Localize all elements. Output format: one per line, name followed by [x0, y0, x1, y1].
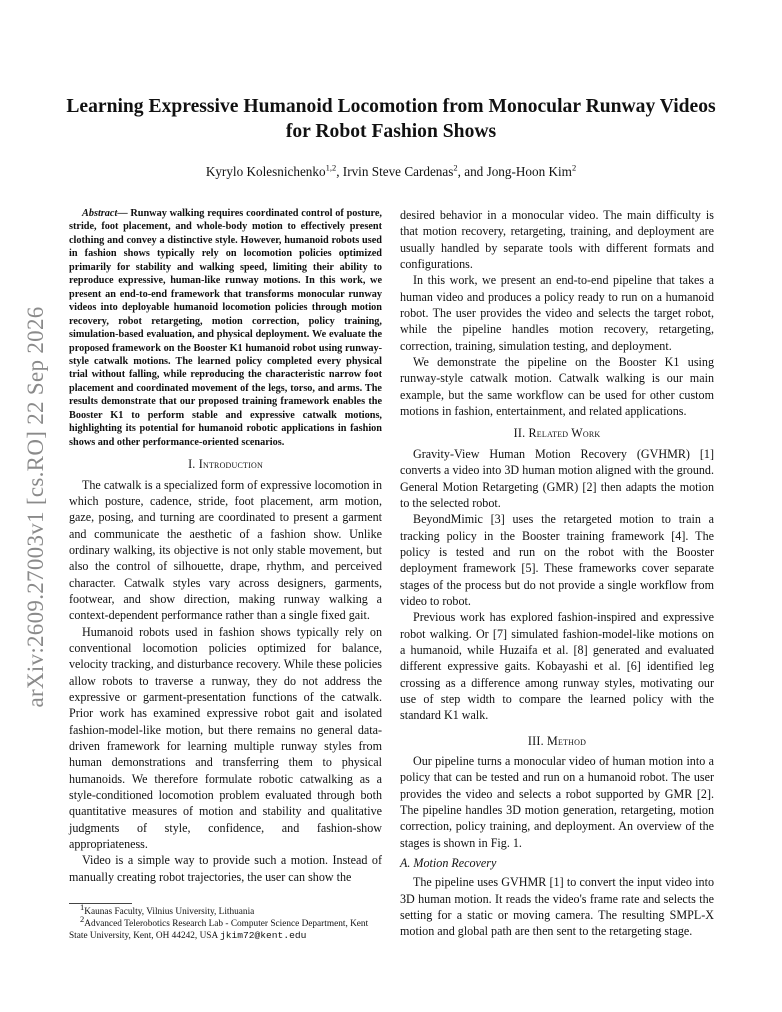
- paragraph: Our pipeline turns a monocular video of human motion into a policy that can be tested and run on a humanoid robot. The user provides the video and selects a robot supported by GMR [2]. The pipeline handles 3D motion generation, retargeting, motion correction, policy training, and deployment. An overview of the stages is shown in Fig. 1.: [400, 754, 714, 850]
- footnote-2-mark: 2: [80, 913, 85, 924]
- footnote-1-text: Kaunas Faculty, Vilnius University, Lithuania: [84, 907, 255, 918]
- author-separator: ,: [336, 164, 343, 179]
- paragraph: BeyondMimic [3] uses the retargeted motion to train a tracking policy in the Booster training framework [4]. The policy is tested and run on the robot with the Booster deployment framework [5]. These frameworks cover separate stages of the process but do not provide a single workflow from video to robot.: [400, 512, 714, 608]
- section-heading-method: III. Method: [527, 733, 587, 748]
- footnotes: [69, 902, 382, 943]
- paragraph: The pipeline uses GVHMR [1] to convert the input video into 3D human motion. It reads the video's frame rate and selects the setting for a static or moving camera. The resulting SMPL-X motion and global path are then sent to the retargeting stage.: [400, 875, 714, 939]
- author-list: [60, 164, 722, 180]
- section-heading-related-work: II. Related Work: [513, 426, 601, 441]
- footnote-1-mark: 1: [80, 902, 85, 912]
- paragraph: desired behavior in a monocular video. The main difficulty is that motion recovery, retargeting, training, and deployment are usually handled by separate tools with different formats and configurations.: [400, 208, 714, 272]
- author-2-affiliation: 2: [453, 162, 458, 173]
- paragraph: Video is a simple way to provide such a motion. Instead of manually creating robot trajectories, the user can show the: [69, 853, 382, 884]
- arxiv-identifier-text: arXiv:2609.27003v1 [cs.RO] 22 Sep 2026: [23, 306, 48, 708]
- footnote-2: [69, 913, 382, 943]
- paper-title: Learning Expressive Humanoid Locomotion from Monocular Runway Videos for Robot Fashion Shows: [66, 96, 716, 142]
- abstract-text: — Runway walking requires coordinated control of posture, stride, foot placement, and whole-body motion to effectively present clothing and convey a distinctive style. However, humanoid robots used in fashion shows typically rely on locomotion policies optimized primarily for stability and walking speed, limiting their ability to reproduce expressive, human-like runway motions. In this work, we present an end-to-end framework that transforms monocular runway videos into deployable humanoid locomotion policies through motion recovery, robot retargeting, motion correction, policy training, simulation-based evaluation, and physical deployment. We evaluate the proposed framework on the Booster K1 humanoid robot using runway-style catwalk motions. The learned policy completed every physical trial without falling, while reproducing the characteristic narrow foot placement and coordinated movement of the legs, torso, and arms. The results demonstrate that our proposed training framework enables the Booster K1 to perform stable and expressive catwalk motions, highlighting its potential for humanoid robotic applications in fashion shows and other performance-oriented scenarios.: [69, 208, 382, 448]
- footnote-1: [69, 902, 382, 919]
- author-1-affiliation: 1,2: [325, 162, 337, 173]
- author-2: Irvin Steve Cardenas: [342, 164, 454, 179]
- paragraph: Humanoid robots used in fashion shows typically rely on conventional locomotion policies optimized for balance, velocity tracking, and disturbance recovery. While these policies allow robots to traverse a runway, they do not address the expressive or garment-presentation functions of the catwalk. Prior work has examined expressive robot gait and isolated fashion-model-like motion, but there remains no general data-driven framework for learning multiple runway styles from human demonstrations and transferring them to physical humanoids. We therefore formulate robotic catwalking as a style-conditioned locomotion problem evaluated through both quantitative measures of motion and stability and qualitative judgments of style, confidence, and fashion-show appropriateness.: [69, 624, 382, 852]
- author-3-affiliation: 2: [571, 162, 577, 173]
- paragraph: In this work, we present an end-to-end pipeline that takes a human video and produces a policy ready to run on a humanoid robot. The user provides the video and selects the target robot, while the pipeline handles motion recovery, retargeting, correction, training, simulation testing, and deployment.: [400, 273, 714, 353]
- left-column: [69, 207, 382, 885]
- arxiv-identifier: [18, 282, 54, 732]
- author-3: Jong-Hoon Kim: [486, 164, 572, 179]
- section-heading-introduction: I. Introduction: [188, 457, 263, 472]
- subsection-heading-motion-recovery: A. Motion Recovery: [400, 856, 497, 871]
- paragraph: Previous work has explored fashion-inspired and expressive robot walking. Or [7] simulated fashion-model-like motions on a humanoid, while Huzaifa et al. [8] generated and evaluated different expressive gaits. Kobayashi et al. [6] identified leg crossing as a difference among runway styles, motivating our use of step width to compare the learned policy with the standard K1 walk.: [400, 610, 714, 723]
- footnote-2-text: Advanced Telerobotics Research Lab - Computer Science Department, Kent State University, Kent, OH 44242, USA: [69, 918, 369, 942]
- footnote-divider: [69, 903, 132, 904]
- author-1: Kyrylo Kolesnichenko: [205, 164, 326, 179]
- email-link[interactable]: jkim72@kent.edu: [219, 930, 307, 942]
- right-column: [400, 207, 714, 940]
- paragraph: The catwalk is a specialized form of expressive locomotion in which posture, cadence, stride, foot placement, arm motion, gaze, posing, and turning are coordinated to present a garment and communicate the aesthetic of a fashion show. Unlike ordinary walking, its objective is not only stable movement, but also the control of silhouette, drape, rhythm, and perceived character. Catwalk styles vary across designers, garments, footwear, and show direction, making runway walking a context-dependent performance rather than a single fixed gait.: [69, 477, 382, 623]
- abstract: [69, 207, 382, 449]
- author-separator: , and: [457, 164, 487, 179]
- abstract-label: Abstract: [82, 208, 118, 219]
- paragraph: Gravity-View Human Motion Recovery (GVHMR) [1] converts a video into 3D human motion aligned with the ground. General Motion Retargeting (GMR) [2] then adapts the motion to the selected robot.: [400, 446, 714, 510]
- paragraph: We demonstrate the pipeline on the Booster K1 using runway-style catwalk motion. Catwalk walking is our main example, but the same workflow can be used for other custom motions in fashion, entertainment, and related applications.: [400, 355, 714, 419]
